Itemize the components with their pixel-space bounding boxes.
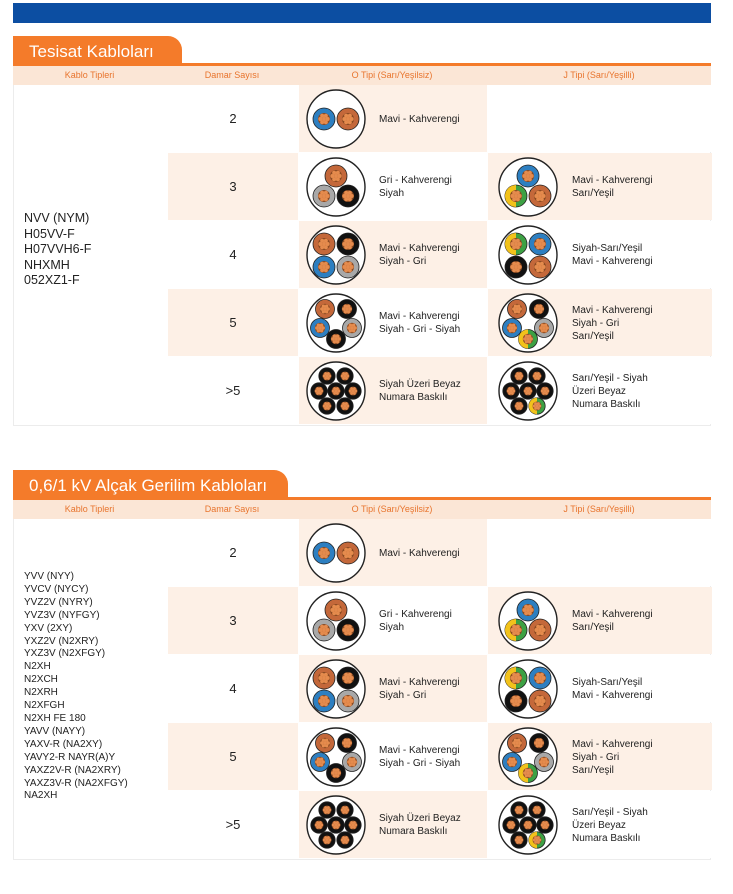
section-header — [13, 470, 711, 500]
conductor-y — [505, 619, 527, 641]
conductor-s — [503, 383, 519, 399]
o-type-cell — [299, 153, 487, 220]
cable-types-list — [24, 211, 91, 289]
conductor-s — [328, 383, 344, 399]
conductor-b — [313, 108, 335, 130]
conductor-k — [316, 734, 335, 753]
conductor-b — [529, 667, 551, 689]
color-line: Gri - Kahverengi — [379, 175, 452, 186]
table-header — [13, 500, 711, 519]
j-type-cell — [488, 655, 712, 722]
color-line: Siyah-Sarı/Yeşil — [572, 677, 643, 688]
j-type-cell — [488, 587, 712, 654]
conductor-count: 3 — [168, 153, 298, 220]
cable-cross-section-icon — [301, 88, 371, 150]
conductor-s — [338, 734, 357, 753]
j-type-colors — [572, 174, 653, 200]
conductor-k — [337, 108, 359, 130]
conductor-y — [505, 667, 527, 689]
color-line: Siyah - Gri — [379, 256, 427, 267]
color-line: Mavi - Kahverengi — [379, 243, 460, 254]
color-line: Gri - Kahverengi — [379, 609, 452, 620]
j-type-colors — [572, 304, 653, 343]
o-type-colors — [379, 812, 461, 838]
conductor-b — [313, 256, 335, 278]
color-line: Sarı/Yeşil - Siyah — [572, 372, 648, 384]
cable-cross-section-icon — [493, 658, 563, 720]
table-row — [168, 519, 710, 586]
cable-type: H07VVH6-F — [24, 242, 92, 256]
o-type-colors — [379, 242, 460, 268]
conductor-b — [517, 165, 539, 187]
cable-table — [13, 519, 711, 860]
j-type-cell — [488, 357, 712, 424]
j-type-colors — [572, 806, 648, 845]
cable-cross-section-icon — [301, 156, 371, 218]
color-line: Siyah Üzeri Beyaz — [379, 813, 461, 824]
top-brand-bar — [13, 3, 711, 23]
j-type-colors — [572, 242, 653, 268]
conductor-y — [505, 233, 527, 255]
color-line: Numara Baskılı — [572, 832, 641, 844]
conductor-g — [343, 753, 362, 772]
table-row — [168, 221, 710, 288]
conductor-s — [327, 764, 346, 783]
cable-type: YXZ2V (N2XRY) — [24, 635, 99, 647]
o-type-colors — [379, 174, 452, 200]
conductor-count: 4 — [168, 655, 298, 722]
conductor-y — [529, 398, 545, 414]
color-line: Siyah — [379, 188, 405, 199]
o-type-cell — [299, 357, 487, 424]
color-line: Mavi - Kahverengi — [379, 745, 460, 756]
color-line: Sarı/Yeşil — [572, 622, 614, 633]
cable-type: YAXV-R (NA2XY) — [24, 738, 103, 750]
o-type-colors — [379, 113, 460, 126]
conductor-g — [343, 319, 362, 338]
cable-table — [13, 85, 711, 426]
color-line: Numara Baskılı — [379, 826, 448, 837]
color-line: Üzeri Beyaz — [572, 819, 626, 831]
color-line: Siyah Üzeri Beyaz — [379, 379, 461, 390]
conductor-y — [529, 832, 545, 848]
conductor-count: 3 — [168, 587, 298, 654]
color-line: Mavi - Kahverengi — [572, 690, 653, 701]
color-line: Numara Baskılı — [572, 398, 641, 410]
conductor-g — [337, 256, 359, 278]
conductor-s — [337, 667, 359, 689]
conductor-s — [537, 383, 553, 399]
cable-cross-section-icon — [493, 224, 563, 286]
conductor-s — [530, 300, 549, 319]
cable-type: H05VV-F — [24, 226, 75, 241]
cable-type: YXZ3V (N2XFGY) — [24, 648, 106, 660]
table-row — [168, 357, 710, 424]
conductor-k — [325, 165, 347, 187]
j-type-colors — [572, 372, 648, 411]
conductor-s — [337, 619, 359, 641]
conductor-s — [529, 368, 545, 384]
cable-cross-section-icon — [301, 292, 371, 354]
color-line: Siyah - Gri — [572, 751, 620, 763]
table-row — [168, 655, 710, 722]
o-type-colors — [379, 547, 460, 560]
cable-type: N2XRH — [24, 687, 58, 699]
color-line: Mavi - Kahverengi — [572, 609, 653, 620]
conductor-b — [517, 599, 539, 621]
conductor-k — [313, 667, 335, 689]
o-type-cell — [299, 723, 487, 790]
conductor-s — [337, 398, 353, 414]
cable-types-list — [24, 571, 128, 803]
conductor-b — [311, 753, 330, 772]
cable-type: N2XFGH — [24, 700, 65, 712]
cable-type: N2XCH — [24, 674, 58, 686]
conductor-k — [508, 300, 527, 319]
conductor-s — [327, 330, 346, 349]
conductor-count: 2 — [168, 85, 298, 152]
conductor-y — [519, 764, 538, 783]
conductor-k — [316, 300, 335, 319]
conductor-k — [529, 185, 551, 207]
conductor-k — [508, 734, 527, 753]
o-type-cell — [299, 519, 487, 586]
cable-type: YAXZ2V-R (NA2XRY) — [24, 764, 121, 776]
conductor-s — [338, 300, 357, 319]
conductor-k — [529, 619, 551, 641]
column-header: Damar Sayısı — [204, 70, 260, 80]
conductor-g — [313, 619, 335, 641]
cable-section — [13, 36, 711, 426]
cable-type: 052XZ1-F — [24, 273, 80, 287]
conductor-s — [511, 398, 527, 414]
conductor-s — [511, 802, 527, 818]
cable-cross-section-icon — [301, 224, 371, 286]
conductor-count: >5 — [168, 791, 298, 858]
cable-type: YAVV (NAYY) — [24, 725, 86, 737]
conductor-s — [505, 256, 527, 278]
cable-types-column — [14, 85, 167, 425]
conductor-count: 5 — [168, 289, 298, 356]
color-line: Mavi - Kahverengi — [379, 677, 460, 688]
conductor-s — [337, 185, 359, 207]
table-row — [168, 289, 710, 356]
column-header: O Tipi (Sarı/Yeşilsiz) — [351, 504, 433, 514]
o-type-cell — [299, 587, 487, 654]
conductor-b — [313, 542, 335, 564]
color-line: Mavi - Kahverengi — [379, 547, 460, 559]
cable-cross-section-icon — [493, 590, 563, 652]
color-line: Mavi - Kahverengi — [379, 113, 460, 125]
j-type-cell — [488, 85, 712, 152]
cable-type: NA2XH — [24, 790, 58, 802]
conductor-b — [311, 319, 330, 338]
cable-type: NHXMH — [24, 257, 70, 272]
j-type-colors — [572, 608, 653, 634]
o-type-colors — [379, 744, 460, 770]
conductor-s — [319, 832, 335, 848]
color-line: Mavi - Kahverengi — [379, 311, 460, 322]
cable-type: YAXZ3V-R (NA2XFGY) — [24, 777, 128, 789]
cable-cross-section-icon — [301, 360, 371, 422]
color-line: Mavi - Kahverengi — [572, 256, 653, 267]
color-line: Mavi - Kahverengi — [572, 175, 653, 186]
cable-type: N2XH — [24, 661, 51, 673]
color-line: Üzeri Beyaz — [572, 385, 626, 397]
o-type-colors — [379, 310, 460, 336]
conductor-count: 2 — [168, 519, 298, 586]
conductor-s — [520, 383, 536, 399]
conductor-s — [319, 398, 335, 414]
conductor-s — [511, 832, 527, 848]
conductor-s — [311, 383, 327, 399]
color-line: Sarı/Yeşil — [572, 188, 614, 199]
conductor-count: >5 — [168, 357, 298, 424]
table-row — [168, 85, 710, 152]
conductor-k — [337, 542, 359, 564]
j-type-cell — [488, 289, 712, 356]
section-title: Tesisat Kabloları — [13, 36, 182, 66]
conductor-b — [529, 233, 551, 255]
color-line: Sarı/Yeşil — [572, 330, 614, 342]
cable-cross-section-icon — [493, 292, 563, 354]
conductor-k — [529, 690, 551, 712]
conductor-k — [529, 256, 551, 278]
j-type-cell — [488, 791, 712, 858]
color-line: Mavi - Kahverengi — [572, 304, 653, 316]
o-type-colors — [379, 608, 452, 634]
j-type-cell — [488, 723, 712, 790]
o-type-colors — [379, 378, 461, 404]
section-title: 0,6/1 kV Alçak Gerilim Kabloları — [13, 470, 288, 500]
conductor-count: 4 — [168, 221, 298, 288]
cable-cross-section-icon — [301, 726, 371, 788]
conductor-s — [337, 368, 353, 384]
conductor-s — [337, 802, 353, 818]
conductor-s — [520, 817, 536, 833]
cable-cross-section-icon — [493, 156, 563, 218]
j-type-colors — [572, 676, 653, 702]
conductor-s — [505, 690, 527, 712]
column-header: O Tipi (Sarı/Yeşilsiz) — [351, 70, 433, 80]
conductor-s — [328, 817, 344, 833]
conductor-count: 5 — [168, 723, 298, 790]
conductor-s — [511, 368, 527, 384]
conductor-y — [519, 330, 538, 349]
cable-cross-section-icon — [301, 590, 371, 652]
conductor-s — [337, 233, 359, 255]
table-row — [168, 723, 710, 790]
cable-section — [13, 470, 711, 860]
color-line: Siyah - Gri — [379, 690, 427, 701]
column-header: J Tipi (Sarı/Yeşilli) — [563, 70, 635, 80]
conductor-s — [537, 817, 553, 833]
conductor-s — [311, 817, 327, 833]
column-header: Kablo Tipleri — [64, 70, 115, 80]
conductor-b — [313, 690, 335, 712]
o-type-cell — [299, 791, 487, 858]
conductor-s — [345, 383, 361, 399]
column-header: J Tipi (Sarı/Yeşilli) — [563, 504, 635, 514]
conductor-s — [319, 368, 335, 384]
j-type-colors — [572, 738, 653, 777]
section-header — [13, 36, 711, 66]
conductor-g — [337, 690, 359, 712]
cable-cross-section-icon — [301, 522, 371, 584]
cable-cross-section-icon — [493, 360, 563, 422]
cable-cross-section-icon — [493, 794, 563, 856]
color-line: Sarı/Yeşil - Siyah — [572, 806, 648, 818]
color-line: Numara Baskılı — [379, 392, 448, 403]
column-header: Kablo Tipleri — [64, 504, 115, 514]
cable-type: YVCV (NYCY) — [24, 583, 89, 595]
cable-type: YAVY2-R NAYR(A)Y — [24, 751, 116, 763]
cable-cross-section-icon — [301, 658, 371, 720]
conductor-s — [503, 817, 519, 833]
cable-type: N2XH FE 180 — [24, 712, 86, 724]
cable-cross-section-icon — [493, 726, 563, 788]
table-header — [13, 66, 711, 85]
j-type-cell — [488, 221, 712, 288]
o-type-colors — [379, 676, 460, 702]
color-line: Mavi - Kahverengi — [572, 738, 653, 750]
color-line: Siyah - Gri — [572, 317, 620, 329]
conductor-b — [503, 319, 522, 338]
table-row — [168, 153, 710, 220]
j-type-cell — [488, 519, 712, 586]
conductor-g — [535, 319, 554, 338]
table-row — [168, 587, 710, 654]
column-header: Damar Sayısı — [204, 504, 260, 514]
conductor-s — [530, 734, 549, 753]
color-line: Siyah-Sarı/Yeşil — [572, 243, 643, 254]
color-line: Sarı/Yeşil — [572, 764, 614, 776]
conductor-g — [535, 753, 554, 772]
j-type-cell — [488, 153, 712, 220]
cable-type: YVV (NYY) — [24, 571, 75, 582]
o-type-cell — [299, 221, 487, 288]
color-line: Siyah - Gri - Siyah — [379, 324, 461, 335]
cable-type: YXV (2XY) — [24, 622, 73, 634]
conductor-y — [505, 185, 527, 207]
conductor-s — [319, 802, 335, 818]
cable-types-column — [14, 519, 167, 859]
conductor-s — [529, 802, 545, 818]
conductor-g — [313, 185, 335, 207]
o-type-cell — [299, 655, 487, 722]
cable-type: NVV (NYM) — [24, 211, 90, 225]
cable-type: YVZ3V (NYFGY) — [24, 609, 100, 621]
o-type-cell — [299, 289, 487, 356]
conductor-s — [345, 817, 361, 833]
conductor-s — [337, 832, 353, 848]
table-row — [168, 791, 710, 858]
conductor-k — [313, 233, 335, 255]
conductor-k — [325, 599, 347, 621]
cable-type: YVZ2V (NYRY) — [24, 596, 93, 608]
conductor-b — [503, 753, 522, 772]
o-type-cell — [299, 85, 487, 152]
color-line: Siyah — [379, 622, 405, 633]
cable-cross-section-icon — [301, 794, 371, 856]
color-line: Siyah - Gri - Siyah — [379, 758, 461, 769]
